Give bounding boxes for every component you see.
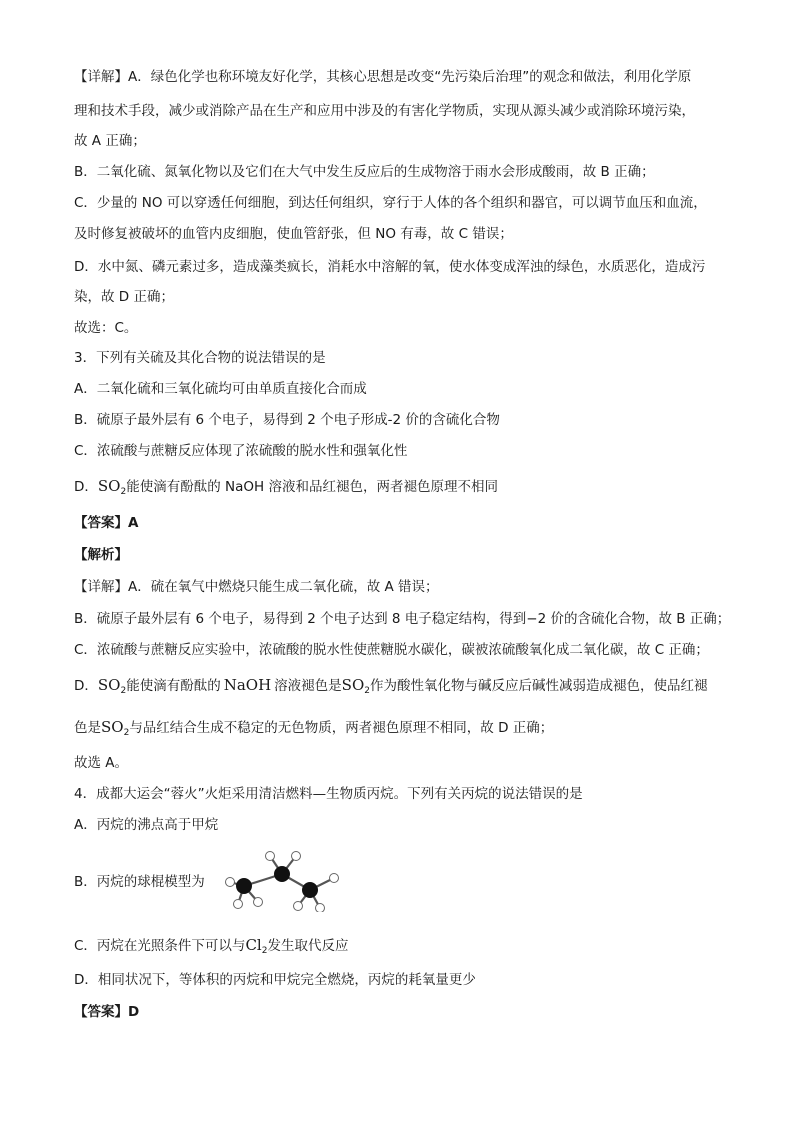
carbon-atom [302, 882, 318, 898]
question-3-option-b: B．硫原子最外层有 6 个电子，易得到 2 个电子形成-2 价的含硫化合物 [74, 412, 500, 428]
hydrogen-atom [316, 904, 325, 913]
line-22: 故选 A。 [74, 755, 129, 771]
carbon-atom [274, 866, 290, 882]
propane-ball-and-stick-model [224, 848, 344, 912]
line-3: 故 A 正确； [74, 133, 146, 149]
carbon-atom [236, 878, 252, 894]
line-19: C．浓硫酸与蔗糖反应实验中，浓硫酸的脱水性使蔗糖脱水碳化，碳被浓硫酸氧化成二氧化碳，故 C 正确； [74, 642, 709, 658]
question-3-stem: 3．下列有关硫及其化合物的说法错误的是 [74, 350, 326, 366]
line-6: 及时修复被破坏的血管内皮细胞，使血管舒张，但 NO 有毒，故 C 错误； [74, 226, 513, 242]
question-4-option-a: A．丙烷的沸点高于甲烷 [74, 817, 219, 833]
analysis-3-heading: 【解析】 [74, 547, 128, 563]
line-4: B．二氧化硫、氮氧化物以及它们在大气中发生反应后的生成物溶于雨水会形成酸雨，故 B 正确； [74, 164, 655, 180]
hydrogen-atom [234, 900, 243, 909]
hydrogen-atom [226, 878, 235, 887]
question-3-option-c: C．浓硫酸与蔗糖反应体现了浓硫酸的脱水性和强氧化性 [74, 443, 408, 459]
line-5: C．少量的 NO 可以穿透任何细胞，到达任何组织，穿行于人体的各个组织和器官，可以调节血压和血流， [74, 195, 707, 211]
line-1: 【详解】A．绿色化学也称环境友好化学，其核心思想是改变“先污染后治理”的观念和做法，利用化学原 [74, 69, 692, 85]
answer-3: 【答案】A [74, 515, 139, 531]
question-3-option-a: A．二氧化硫和三氧化硫均可由单质直接化合而成 [74, 381, 367, 397]
hydrogen-atom [292, 852, 301, 861]
question-4-option-c: C．丙烷在光照条件下可以与$Cl_2$发生取代反应 [74, 936, 349, 956]
question-4-stem: 4．成都大运会“蓉火”火炬采用清洁燃料—生物质丙烷。下列有关丙烷的说法错误的是 [74, 786, 583, 802]
question-4-option-d: D．相同状况下，等体积的丙烷和甲烷完全燃烧，丙烷的耗氧量更少 [74, 972, 476, 988]
hydrogen-atom [330, 874, 339, 883]
question-4-option-b: B．丙烷的球棍模型为 [74, 874, 205, 890]
line-2: 理和技术手段，减少或消除产品在生产和应用中涉及的有害化学物质，实现从源头减少或消除环境污染， [74, 103, 695, 119]
hydrogen-atom [266, 852, 275, 861]
hydrogen-atom [294, 902, 303, 911]
line-8: 染，故 D 正确； [74, 289, 174, 305]
answer-4: 【答案】D [74, 1004, 140, 1020]
line-21: 色是$SO_2$与品红结合生成不稳定的无色物质，两者褪色原理不相同，故 D 正确； [74, 718, 554, 738]
line-18: B．硫原子最外层有 6 个电子，易得到 2 个电子达到 8 电子稳定结构，得到−2 价的含硫化合物，故 B 正确； [74, 611, 731, 627]
line-17: 【详解】A．硫在氧气中燃烧只能生成二氧化硫，故 A 错误； [74, 579, 439, 595]
question-3-option-d: D．$SO_2$能使滴有酚酞的 NaOH 溶液和品红褪色，两者褪色原理不相同 [74, 477, 498, 497]
line-20: D．$SO_2$能使滴有酚酞的 NaOH 溶液褪色是$SO_2$作为酸性氧化物与碱反应后碱性减弱造成褪色，使品红褪 [74, 676, 708, 696]
line-9: 故选：C。 [74, 320, 138, 336]
line-7: D．水中氮、磷元素过多，造成藻类疯长，消耗水中溶解的氧，使水体变成浑浊的绿色，水质恶化，造成污 [74, 259, 706, 275]
hydrogen-atom [254, 898, 263, 907]
